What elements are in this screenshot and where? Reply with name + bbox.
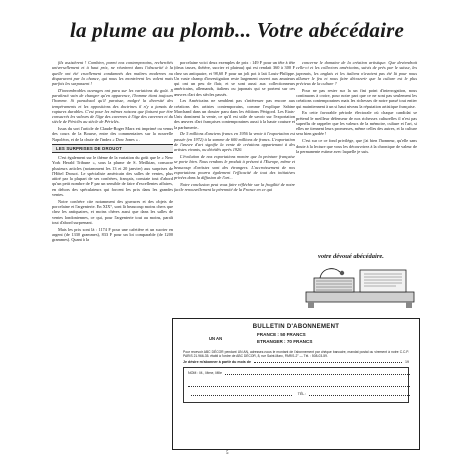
paragraph: Mais les prix sont là : 1174 F pour une cafetière et un sucrier en argent (de 1330 grammes), 833 F pour un lot comparable (de 1200 grammes). Quant à la [52, 226, 173, 243]
city-field[interactable] [191, 392, 292, 396]
column-1 [52, 60, 173, 244]
paragraph: C'est également sur le thème de la variation du goût que le « New York Herald Tribune », sous la plume de S. Meilkian, consacre plusieurs articles (notamment les 13 et 20 janvier) aux surprises de l'Hôtel Drouot. Le spécialiste américain des salles de ventes, plus attiré par la plupart de ses confrères, français, constate tout d'abord qu'un petit nombre de F par un sensible de faire d'excellentes affaires, en dehors des spéculateurs qui forcent les prix dans les grandes ventes. [52, 155, 173, 197]
paragraph: fils assistèrent ! Combien, parmi nos contemporains, recherchés universellement et à haut prix, ne réunirent dans l'obscurité à la quelle ont été cruellement condamnés des maîtres modernes ou disparurent par la chance, qui nous les montrèrent les valent mais parfois les surpassent ! [52, 60, 173, 86]
paragraph: D'innombrables ouvrages ont paru sur les variations du goût. Il paraîtrait vain de changer qu'en apparence, l'homme étant toujours l'homme. Si paradoxal qu'il paraisse, malgré la diversité des tempéraments et les oppositions des doctrines il n'y a jamais de ruptures durables. C'est pour les mêmes raisons que fiaisent par être consacrés les valeurs de l'âge des cavernes à l'âge des cavernes et du siècle de Périclès au siècle de Périclès. [52, 87, 173, 125]
page-title: la plume au plomb... Votre abécédaire [70, 18, 405, 42]
paragraph: Notre confrère cite notamment des gravures et des objets de porcelaine et l'argenterie. En XIX°, sont là beaucoup moins chers que chez les antiquaires, et moins chères aussi que dans les salles de ventes londoniennes, ce qui, pour l'argenterie tout au moins, paraît tout d'abord surprenant. [52, 198, 173, 225]
paragraph: Notre conclusion peut vous faire réfléchir sur la fragilité de notre facile renouvellement la pérennité de la France en ce qui [174, 181, 295, 193]
paragraph: Les Américains ne semblent pas s'intéresser pas encore aux créations des artistes contemporains, comme l'explique Sabine Marchand dans un dossier paru dans les éditions Périgord. Les Etats-Unis dominent la vente, ce qu'il est utile de savoir sur l'exportation des œuvres d'art françaises contemporaines aussi à la haute couture et la parfumerie.. [174, 98, 295, 130]
paragraph: C'est sur ce ce fond privilège, que j'ai bien l'honneur, qu'elle sans doute à la lecture que vous les découvrirez à la chronique de valeur de la permanente estime avec laquelle je suis. [296, 138, 417, 154]
paragraph: L'évolution de nos exportations montre que la peinture française se porte bien. Nous rendons le produit à présent à l'Europe, même et beaucoup d'artistes sont des étrangers. L'accroissement de nos exportations pourra également l'efficacité de tout des initiatives privées dans la diffusion de l'art... [174, 154, 295, 181]
illustration-caption: votre dévoué abécédaire. [318, 253, 384, 260]
paragraph: Issus du sort l'article de Claude-Roger Marx est imprimé ou venus des cours de la Bourse, entre des commentaires sur la nouvelle Napoléon, et de la chute de l'index « Dow Jones » . [52, 126, 173, 142]
name-field[interactable] [225, 371, 410, 375]
tel-label: TÉL : [297, 392, 307, 397]
page-number: 5 [226, 451, 229, 456]
start-month-field[interactable] [254, 362, 402, 363]
rate-france: FRANCE : 50 FRANCS [257, 332, 306, 337]
start-month-line[interactable] [183, 360, 409, 364]
order-instructions: Pour recevoir ABC DÉCOR pendant UN AN, adressez-nous le montant de l'abonnement par chèque bancaire, mandat postal ou virement à notre C.C.P. PARIS 21.966-35. établi à l'ordre de ABC DÉCOR, 8, rue Saint-Marc, PARIS-2° — Tél. : 508-03-59. [183, 350, 409, 359]
paragraph: concerne le domaine de la création artistique. Que deviendrait celle-ci et les collectors américains, suivis de près par le suisse, les japonais, les anglais et les italiens n'avaient pas été là pour nous allumer le feu et nous faire découvrir que la culture est le plus précieux de la culture ? [296, 60, 417, 86]
name-line[interactable] [188, 371, 410, 375]
paragraph: De 5 millions d'anciens francs en 1956 la vente à l'exportation est passée (en 1972) à la somme de 600 millions de francs. L'exportation de l'œuvre d'art signifie la vente de créations appartenant à des artistes vivants, ou décédés après 1920. [174, 131, 295, 153]
column-2 [174, 60, 295, 194]
period-label: UN AN [209, 336, 223, 341]
paragraph: Pour ne pas rester sur la un fini point d'interrogation, nous continuons à croire, pour notre part que ce ne sont pas seulement les créations contemporaines mais les richesses de notre passé tout entier qui maintiennent à un si haut niveau la réputation artistique française. [296, 87, 417, 109]
paragraph: En cette favorable période électorale où chaque candidat se prétend le meilleur défenseur de nos richesses culturelles il n'est pas superflu de rappeler que les valeurs de la mémoire, culture et l'art, si elles ne tiennent leurs promesses, même celles des autres, et la culture sera bien gardée ! [296, 110, 417, 137]
subscription-form [172, 318, 420, 450]
form-title: BULLETIN D'ABONNEMENT [252, 324, 340, 330]
address-box [183, 367, 409, 403]
column-3 [296, 60, 417, 156]
start-month-label: Je désire m'abonner à partir du mois de [183, 360, 251, 365]
rate-etranger: ETRANGER : 70 FRANCS [257, 338, 313, 344]
rates-block [173, 332, 419, 348]
section-heading: LES SURPRISES DE DROUOT [52, 144, 173, 153]
printing-press-illustration [300, 262, 420, 310]
address-field[interactable] [188, 382, 410, 387]
phone-line[interactable] [188, 392, 410, 396]
tel-field[interactable] [309, 392, 410, 396]
paragraph: porcelaine voici deux exemples de prix : 149 F pour un tête à tête (deux tasses, théière, sucrier et plateau) qui est rendait 360 à 300 F chez un antiquaire, et 98,60 F pour un joli pot à lait Louis-Philippe. Un vaste champ d'investigation reste largement ouvert aux amateurs qui ont un peu de flair, et se sont aussi aux collectionneurs américains, allemands, italiens ou japonais qui se portent sur ces œuvres d'art des siècles passés. [174, 60, 295, 97]
name-label: NOM : M., Mme, Mlle [188, 371, 222, 376]
year-label: 19 [405, 360, 409, 365]
